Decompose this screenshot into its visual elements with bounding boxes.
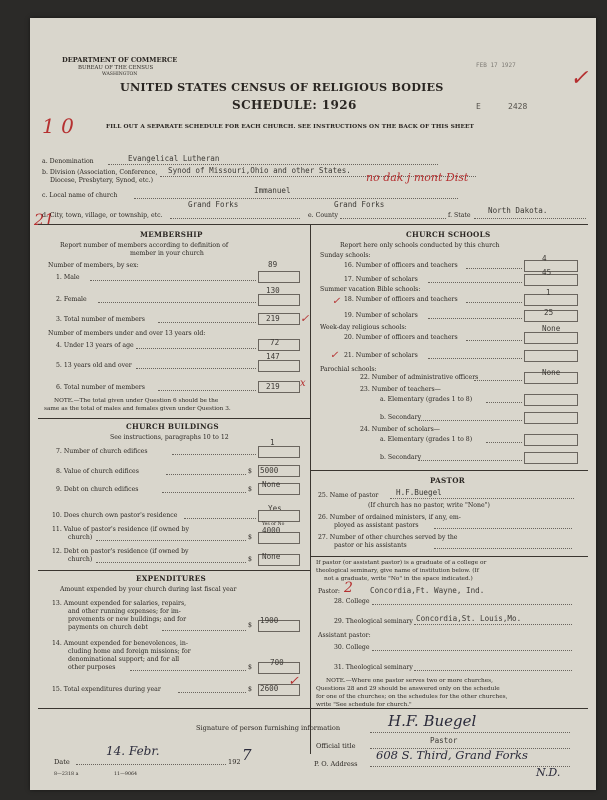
red-margin-mark: 1 0	[42, 114, 74, 138]
total-expenditures-label: 15. Total expenditures during year	[52, 686, 161, 693]
state-value: North Dakota.	[488, 206, 548, 215]
residence-value-value: 4000	[262, 526, 281, 535]
date-value: 14. Febr.	[106, 744, 160, 758]
schools-title: CHURCH SCHOOLS	[406, 230, 491, 239]
pastor-sub-label: Pastor:	[318, 588, 341, 595]
seminary-value: Concordia,St. Louis,Mo.	[416, 614, 522, 623]
residence-debt-label: 12. Debt on pastor's residence (if owned by	[52, 548, 189, 555]
signature-label: Signature of person furnishing information	[196, 724, 341, 732]
state-label: f. State	[448, 212, 471, 219]
red-check-q3: ✓	[300, 312, 310, 325]
total-expenditures-value: 2600	[260, 684, 279, 693]
census-schedule-sheet	[30, 18, 596, 790]
benevolences-label-4: other purposes	[68, 664, 116, 671]
pastor-name-note: (If church has no pastor, write "None")	[368, 502, 490, 509]
assistant-count-label: 26. Number of ordained ministers, if any, em-	[318, 514, 461, 521]
membership-intro-2: member in your church	[130, 250, 204, 257]
female-label: 2. Female	[56, 296, 87, 303]
county-label: e. County	[308, 212, 339, 219]
parochial-schools-label: Parochial schools:	[320, 366, 377, 373]
city-label: WASHINGTON	[102, 72, 138, 77]
female-value: 130	[266, 286, 280, 295]
weekday-teachers-label: 20. Number of officers and teachers	[344, 334, 458, 341]
city-label: d. City, town, village, or township, etc.	[42, 212, 163, 219]
running-expenses-label-2: and other running expenses; for im-	[68, 608, 181, 615]
other-churches-label: 27. Number of other churches served by the	[318, 534, 458, 541]
signature-value: H.F. Buegel	[388, 712, 477, 730]
denomination-label: a. Denomination	[42, 158, 94, 165]
teachers-secondary-label: b. Secondary	[380, 414, 422, 421]
summer-teachers-label: 18. Number of officers and teachers	[344, 296, 458, 303]
date-year-printed: 192	[228, 758, 241, 766]
total-members-6-value: 219	[266, 382, 280, 391]
running-expenses-label-3: provements or new buildings; and for	[68, 616, 187, 623]
date-label: Date	[54, 758, 70, 766]
division-label-2: Diocese, Presbytery, Synod, etc.)	[50, 177, 154, 184]
sunday-teachers-label: 16. Number of officers and teachers	[344, 262, 458, 269]
official-title-label: Official title	[316, 742, 356, 750]
red-check-q18: ✓	[332, 296, 341, 307]
residence-value-label-2: church)	[68, 534, 93, 541]
red-check-q15: ✓	[288, 674, 299, 689]
weekday-teachers-value: None	[542, 324, 561, 333]
other-churches-label-2: pastor or his assistants	[334, 542, 407, 549]
red-margin-number: 21	[34, 210, 55, 229]
pastor-note-2: Questions 28 and 29 should be answered only on the schedule	[316, 686, 500, 692]
scholars-secondary-label: b. Secondary	[380, 454, 422, 461]
residence-value-label: 11. Value of pastor's residence (if owned by	[52, 526, 189, 533]
assistant-pastor-label: Assistant pastor:	[318, 632, 371, 639]
red-check-mark: ✓	[570, 66, 589, 91]
graduate-instructions-2: theological seminary, give name of institution below. (If	[316, 568, 479, 574]
address-value-2: N.D.	[536, 766, 561, 779]
division-red-annotation: no dak j mont Dist	[366, 171, 469, 184]
division-value: Synod of Missouri,Ohio and other States.	[168, 166, 351, 175]
red-check-q21: ✓	[330, 350, 339, 361]
summer-scholars-value: 25	[544, 308, 554, 317]
schedule-number: 2428	[508, 102, 528, 111]
scholars-label: 24. Number of scholars—	[360, 426, 440, 433]
benevolences-label-3: denominational support; and for all	[68, 656, 180, 663]
edifice-value-value: 5000	[260, 466, 279, 475]
dollar-sign: $	[248, 686, 252, 693]
edifice-debt-value: None	[262, 480, 281, 489]
yes-no-hint: Yes or No	[262, 522, 285, 527]
seminary-label: 29. Theological seminary	[334, 618, 413, 625]
benevolences-label: 14. Amount expended for benevolences, in-	[52, 640, 188, 647]
total-members-value: 219	[266, 314, 280, 323]
form-number-2: 11—9064	[114, 772, 138, 777]
local-name-label: c. Local name of church	[42, 192, 118, 199]
age-label: Number of members under and over 13 years old:	[48, 330, 206, 337]
pastor-note: NOTE.—Where one pastor serves two or more churches,	[326, 678, 493, 684]
under-13-label: 4. Under 13 years of age	[56, 342, 134, 349]
division-label: b. Division (Association, Conference,	[42, 169, 158, 176]
dollar-sign: $	[248, 486, 252, 493]
official-title-value: Pastor	[430, 736, 458, 745]
sunday-teachers-value: 4	[542, 254, 547, 263]
benevolences-value: 700	[270, 658, 284, 667]
over-13-label: 5. 13 years old and over	[56, 362, 132, 369]
assistant-seminary-label: 31. Theological seminary	[334, 664, 413, 671]
expenditures-intro: Amount expended by your church during last fiscal year	[60, 586, 237, 593]
graduate-instructions-3: not a graduate, write "No" in the space indicated.)	[324, 576, 473, 582]
by-sex-label: Number of members, by sex:	[48, 262, 139, 269]
red-mark-q28: 2	[344, 580, 353, 596]
sunday-schools-label: Sunday schools:	[320, 252, 371, 259]
buildings-title: CHURCH BUILDINGS	[126, 422, 219, 431]
form-title: UNITED STATES CENSUS OF RELIGIOUS BODIES	[120, 80, 444, 94]
membership-note: NOTE.—The total given under Question 6 should be the	[54, 398, 219, 404]
pastor-note-4: write "See schedule for church."	[316, 702, 412, 708]
total-members-6-label: 6. Total number of members	[56, 384, 145, 391]
buildings-intro: See instructions, paragraphs 10 to 12	[110, 434, 229, 441]
instruction-line: FILL OUT A SEPARATE SCHEDULE FOR EACH CHURCH. SEE INSTRUCTIONS ON THE BACK OF THIS SHEET	[106, 124, 474, 130]
expenditures-title: EXPENDITURES	[136, 574, 206, 583]
teachers-label: 23. Number of teachers—	[360, 386, 441, 393]
scholars-elementary-label: a. Elementary (grades 1 to 8)	[380, 436, 473, 443]
schools-intro: Report here only schools conducted by this church	[340, 242, 500, 249]
edifice-value-label: 8. Value of church edifices	[56, 468, 139, 475]
form-subtitle: SCHEDULE: 1926	[232, 98, 357, 112]
summer-scholars-label: 19. Number of scholars	[344, 312, 418, 319]
summer-teachers-value: 1	[546, 288, 551, 297]
membership-intro: Report number of members according to definition of	[60, 242, 229, 249]
assistant-college-label: 30. College	[334, 644, 370, 651]
running-expenses-label-4: payments on church debt	[68, 624, 148, 631]
department-label: DEPARTMENT OF COMMERCE	[62, 56, 178, 64]
sunday-scholars-label: 17. Number of scholars	[344, 276, 418, 283]
pastor-title: PASTOR	[430, 476, 466, 485]
summer-schools-label: Summer vacation Bible schools:	[320, 286, 421, 293]
assistant-count-label-2: ployed as assistant pastors	[334, 522, 419, 529]
benevolences-label-2: cluding home and foreign missions; for	[68, 648, 191, 655]
under-13-value: 72	[270, 338, 280, 347]
form-number: 8—2318 a	[54, 772, 79, 777]
admin-officers-value: None	[542, 368, 561, 377]
admin-officers-label: 22. Number of administrative officers	[360, 374, 479, 381]
dollar-sign: $	[248, 468, 252, 475]
city-value: Grand Forks	[188, 200, 239, 209]
sunday-scholars-value: 45	[542, 268, 552, 277]
county-value: Grand Forks	[334, 200, 385, 209]
weekday-scholars-label: 21. Number of scholars	[344, 352, 418, 359]
college-value: Concordia,Ft. Wayne, Ind.	[370, 586, 485, 595]
running-expenses-label: 13. Amount expended for salaries, repairs,	[52, 600, 187, 607]
over-13-value: 147	[266, 352, 280, 361]
dollar-sign: $	[248, 556, 252, 563]
received-stamp: FEB 17 1927	[476, 62, 516, 69]
pastor-name-value: H.F.Buegel	[396, 488, 442, 497]
red-x-q6: x	[300, 378, 306, 389]
membership-title: MEMBERSHIP	[140, 230, 203, 239]
pastor-name-label: 25. Name of pastor	[318, 492, 379, 499]
residence-debt-label-2: church)	[68, 556, 93, 563]
male-label: 1. Male	[56, 274, 80, 281]
church-edifices-label: 7. Number of church edifices	[56, 448, 148, 455]
edifice-debt-label: 9. Debt on church edifices	[56, 486, 139, 493]
address-value: 608 S. Third, Grand Forks	[376, 748, 528, 762]
membership-note-2: same as the total of males and females given under Question 3.	[44, 406, 231, 412]
address-label: P. O. Address	[314, 760, 358, 768]
total-members-label: 3. Total number of members	[56, 316, 145, 323]
dollar-sign: $	[248, 534, 252, 541]
church-edifices-value: 1	[270, 438, 275, 447]
college-label: 28. College	[334, 598, 370, 605]
owns-residence-label: 10. Does church own pastor's residence	[52, 512, 178, 519]
teachers-elementary-label: a. Elementary (grades 1 to 8)	[380, 396, 473, 403]
male-value: 89	[268, 260, 278, 269]
pastor-note-3: for one of the churches; on the schedules for the other churches,	[316, 694, 508, 700]
owns-residence-value: Yes	[268, 504, 282, 513]
graduate-instructions: If pastor (or assistant pastor) is a graduate of a college or	[316, 560, 487, 566]
local-name-value: Immanuel	[254, 186, 291, 195]
residence-debt-value: None	[262, 552, 281, 561]
denomination-value: Evangelical Lutheran	[128, 154, 220, 163]
schedule-letter: E	[476, 102, 481, 111]
bureau-label: BUREAU OF THE CENSUS	[78, 65, 154, 71]
dollar-sign: $	[248, 622, 252, 629]
dollar-sign: $	[248, 664, 252, 671]
date-year-hand: 7	[242, 746, 252, 764]
weekday-schools-label: Week-day religious schools:	[320, 324, 407, 331]
running-expenses-value: 1900	[260, 616, 279, 625]
